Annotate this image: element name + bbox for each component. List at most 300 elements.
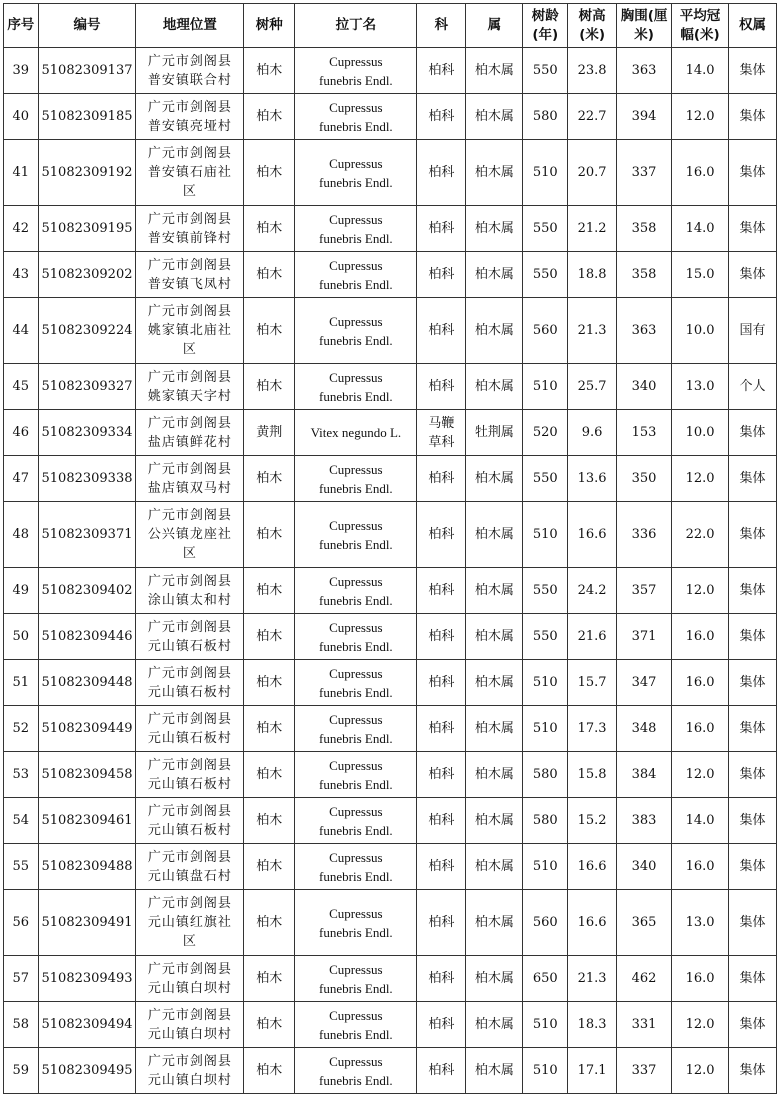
table-row xyxy=(4,798,777,844)
cell-genus-text: 柏木属 xyxy=(474,221,514,236)
cell-ownership xyxy=(729,48,777,94)
cell-height xyxy=(568,1048,617,1094)
cell-species xyxy=(244,1002,295,1048)
table-row xyxy=(4,410,777,456)
cell-height-text: 25.7 xyxy=(577,379,607,394)
table-row xyxy=(4,568,777,614)
cell-height xyxy=(568,614,617,660)
cell-family xyxy=(417,752,466,798)
cell-family-text: 柏科 xyxy=(428,109,455,124)
cell-age xyxy=(523,890,568,956)
cell-family-text: 柏科 xyxy=(428,267,455,282)
cell-latin-text: funebris Endl. xyxy=(319,72,393,88)
cell-no xyxy=(4,410,39,456)
cell-ownership-text: 集体 xyxy=(739,1017,766,1032)
cell-location-text: 广元市剑阁县 xyxy=(147,711,232,727)
cell-no-text: 52 xyxy=(12,721,30,736)
cell-ownership xyxy=(729,364,777,410)
cell-height xyxy=(568,48,617,94)
cell-girth-text: 347 xyxy=(631,675,657,690)
cell-age xyxy=(523,614,568,660)
cell-genus-text: 柏木属 xyxy=(474,813,514,828)
cell-height xyxy=(568,890,617,956)
cell-ownership-text: 集体 xyxy=(739,109,766,124)
cell-location-text: 广元市剑阁县 xyxy=(147,146,232,161)
cell-latin xyxy=(295,752,417,798)
cell-no-text: 40 xyxy=(12,109,30,124)
cell-no-text: 48 xyxy=(12,527,30,542)
cell-age-text: 510 xyxy=(532,379,558,394)
cell-location xyxy=(136,94,244,140)
cell-height-text: 18.8 xyxy=(577,267,607,282)
cell-location-text: 普安镇联合村 xyxy=(147,72,232,88)
cell-code xyxy=(38,298,136,364)
cell-species-text: 柏木 xyxy=(256,1063,283,1078)
cell-location-text: 区 xyxy=(182,342,197,357)
cell-girth xyxy=(617,706,672,752)
cell-ownership xyxy=(729,1002,777,1048)
cell-latin-text: funebris Endl. xyxy=(319,388,393,404)
cell-location-text: 元山镇白坝村 xyxy=(147,1026,232,1042)
cell-location-text: 元山镇石板村 xyxy=(147,822,232,838)
cell-no-text: 50 xyxy=(12,629,30,644)
cell-height xyxy=(568,252,617,298)
cell-age-text: 520 xyxy=(532,425,558,440)
cell-code-text: 51082309448 xyxy=(41,675,133,690)
cell-code-text: 51082309327 xyxy=(41,379,133,394)
cell-ownership xyxy=(729,568,777,614)
cell-crown-text: 12.0 xyxy=(685,1017,715,1032)
cell-location xyxy=(136,890,244,956)
cell-ownership xyxy=(729,956,777,1002)
cell-species xyxy=(244,1048,295,1094)
cell-height xyxy=(568,94,617,140)
cell-species-text: 黄荆 xyxy=(256,425,283,440)
cell-girth-text: 383 xyxy=(631,813,657,828)
cell-location-text: 广元市剑阁县 xyxy=(147,619,232,635)
cell-latin-text: funebris Endl. xyxy=(319,684,393,700)
cell-girth-text: 340 xyxy=(631,379,657,394)
cell-location-text: 元山镇石板村 xyxy=(147,776,232,792)
cell-girth-text: 358 xyxy=(631,221,657,236)
cell-location-text: 盐店镇鲜花村 xyxy=(147,434,232,450)
cell-latin-text: Cupressus xyxy=(329,99,383,115)
cell-no-text: 43 xyxy=(12,267,30,282)
cell-ownership-text: 集体 xyxy=(739,165,766,180)
cell-species xyxy=(244,752,295,798)
cell-genus-text: 柏木属 xyxy=(474,721,514,736)
table-row xyxy=(4,1002,777,1048)
cell-location-text: 普安镇亮垭村 xyxy=(147,118,232,134)
cell-location xyxy=(136,252,244,298)
cell-location-text: 广元市剑阁县 xyxy=(147,803,232,819)
header-latin: 拉丁名 xyxy=(295,4,417,48)
cell-no xyxy=(4,298,39,364)
cell-crown xyxy=(672,456,729,502)
cell-location-text: 广元市剑阁县 xyxy=(147,757,232,773)
cell-code xyxy=(38,956,136,1002)
cell-code xyxy=(38,252,136,298)
cell-latin-text: Cupressus xyxy=(329,1053,383,1069)
cell-species xyxy=(244,456,295,502)
cell-no-text: 39 xyxy=(12,63,30,78)
cell-code xyxy=(38,706,136,752)
cell-age xyxy=(523,364,568,410)
cell-location xyxy=(136,844,244,890)
cell-species-text: 柏木 xyxy=(256,675,283,690)
cell-girth-text: 462 xyxy=(631,971,657,986)
cell-no xyxy=(4,956,39,1002)
cell-location xyxy=(136,798,244,844)
cell-family xyxy=(417,364,466,410)
cell-location-text: 普安镇飞凤村 xyxy=(147,276,232,292)
cell-code-text: 51082309461 xyxy=(41,813,133,828)
cell-age-text: 550 xyxy=(532,221,558,236)
cell-location-text: 元山镇红旗社 xyxy=(147,915,232,930)
cell-crown-text: 14.0 xyxy=(685,63,715,78)
cell-latin-text: Cupressus xyxy=(329,1007,383,1023)
cell-latin-text: Cupressus xyxy=(329,517,383,533)
cell-latin xyxy=(295,956,417,1002)
cell-latin-text: funebris Endl. xyxy=(319,230,393,246)
cell-girth-text: 153 xyxy=(631,425,657,440)
cell-no-text: 47 xyxy=(12,471,30,486)
cell-age xyxy=(523,456,568,502)
cell-genus-text: 柏木属 xyxy=(474,1063,514,1078)
cell-location-text: 区 xyxy=(182,184,197,199)
cell-ownership-text: 国有 xyxy=(739,323,766,338)
cell-genus-text: 柏木属 xyxy=(474,915,514,930)
cell-age-text: 560 xyxy=(532,915,558,930)
cell-age-text: 550 xyxy=(532,583,558,598)
cell-no xyxy=(4,660,39,706)
cell-location xyxy=(136,752,244,798)
cell-location-text: 姚家镇天字村 xyxy=(147,388,232,404)
cell-age-text: 550 xyxy=(532,267,558,282)
cell-crown-text: 12.0 xyxy=(685,109,715,124)
cell-ownership-text: 集体 xyxy=(739,1063,766,1078)
cell-crown-text: 13.0 xyxy=(685,915,715,930)
cell-age xyxy=(523,48,568,94)
cell-height xyxy=(568,956,617,1002)
cell-latin-text: funebris Endl. xyxy=(319,1026,393,1042)
cell-crown-text: 16.0 xyxy=(685,165,715,180)
cell-species-text: 柏木 xyxy=(256,221,283,236)
table-row xyxy=(4,298,777,364)
cell-family xyxy=(417,456,466,502)
cell-age xyxy=(523,568,568,614)
cell-girth-text: 337 xyxy=(631,1063,657,1078)
cell-genus xyxy=(466,298,523,364)
cell-crown xyxy=(672,206,729,252)
cell-code-text: 51082309334 xyxy=(41,425,133,440)
cell-crown-text: 16.0 xyxy=(685,675,715,690)
cell-latin-text: Cupressus xyxy=(329,803,383,819)
cell-code-text: 51082309446 xyxy=(41,629,133,644)
cell-latin-text: Cupressus xyxy=(329,461,383,477)
cell-location-text: 广元市剑阁县 xyxy=(147,1007,232,1023)
cell-code-text: 51082309202 xyxy=(41,267,133,282)
header-no: 序号 xyxy=(4,4,39,48)
cell-crown-text: 16.0 xyxy=(685,971,715,986)
cell-genus-text: 柏木属 xyxy=(474,63,514,78)
cell-girth xyxy=(617,364,672,410)
cell-height xyxy=(568,298,617,364)
cell-height-text: 15.8 xyxy=(577,767,607,782)
cell-no xyxy=(4,798,39,844)
cell-code xyxy=(38,890,136,956)
cell-location-text: 广元市剑阁县 xyxy=(147,304,232,319)
cell-code xyxy=(38,140,136,206)
table-body xyxy=(4,48,777,1094)
cell-age xyxy=(523,252,568,298)
cell-species-text: 柏木 xyxy=(256,109,283,124)
cell-genus-text: 柏木属 xyxy=(474,1017,514,1032)
cell-species-text: 柏木 xyxy=(256,165,283,180)
cell-genus-text: 柏木属 xyxy=(474,267,514,282)
cell-no xyxy=(4,140,39,206)
cell-girth xyxy=(617,206,672,252)
header-ownership: 权属 xyxy=(729,4,777,48)
cell-crown xyxy=(672,1048,729,1094)
cell-family-text: 柏科 xyxy=(428,323,455,338)
cell-location-text: 广元市剑阁县 xyxy=(147,665,232,681)
cell-height xyxy=(568,206,617,252)
cell-genus xyxy=(466,706,523,752)
cell-family xyxy=(417,844,466,890)
cell-genus xyxy=(466,94,523,140)
cell-species xyxy=(244,140,295,206)
cell-location-text: 广元市剑阁县 xyxy=(147,896,232,911)
cell-code-text: 51082309402 xyxy=(41,583,133,598)
cell-crown-text: 16.0 xyxy=(685,859,715,874)
cell-code xyxy=(38,410,136,456)
cell-genus xyxy=(466,568,523,614)
cell-girth-text: 358 xyxy=(631,267,657,282)
cell-location xyxy=(136,410,244,456)
cell-species-text: 柏木 xyxy=(256,267,283,282)
table-row xyxy=(4,252,777,298)
cell-ownership-text: 集体 xyxy=(739,471,766,486)
cell-species xyxy=(244,706,295,752)
cell-location-text: 区 xyxy=(182,934,197,949)
cell-family xyxy=(417,1048,466,1094)
cell-age-text: 510 xyxy=(532,675,558,690)
cell-location-text: 广元市剑阁县 xyxy=(147,211,232,227)
cell-location-text: 广元市剑阁县 xyxy=(147,961,232,977)
cell-no-text: 54 xyxy=(12,813,30,828)
cell-crown-text: 12.0 xyxy=(685,1063,715,1078)
cell-genus-text: 柏木属 xyxy=(474,165,514,180)
cell-age xyxy=(523,1002,568,1048)
cell-location-text: 普安镇石庙社 xyxy=(147,165,232,180)
cell-family-text: 柏科 xyxy=(428,675,455,690)
cell-no xyxy=(4,252,39,298)
cell-location-text: 广元市剑阁县 xyxy=(147,369,232,385)
cell-latin xyxy=(295,1002,417,1048)
cell-crown-text: 14.0 xyxy=(685,813,715,828)
cell-crown-text: 12.0 xyxy=(685,471,715,486)
cell-crown xyxy=(672,140,729,206)
cell-no-text: 49 xyxy=(12,583,30,598)
cell-location xyxy=(136,614,244,660)
cell-family-text: 柏科 xyxy=(428,527,455,542)
table-row xyxy=(4,1048,777,1094)
cell-latin-text: Cupressus xyxy=(329,757,383,773)
cell-girth-text: 331 xyxy=(631,1017,657,1032)
cell-no xyxy=(4,890,39,956)
cell-age-text: 510 xyxy=(532,527,558,542)
cell-girth-text: 337 xyxy=(631,165,657,180)
cell-species-text: 柏木 xyxy=(256,527,283,542)
cell-latin-text: funebris Endl. xyxy=(319,536,393,552)
cell-no xyxy=(4,1048,39,1094)
cell-latin-text: Cupressus xyxy=(329,619,383,635)
cell-age-text: 560 xyxy=(532,323,558,338)
cell-latin-text: funebris Endl. xyxy=(319,118,393,134)
cell-crown-text: 22.0 xyxy=(685,527,715,542)
cell-family-text: 柏科 xyxy=(428,379,455,394)
cell-location-text: 广元市剑阁县 xyxy=(147,849,232,865)
cell-ownership xyxy=(729,614,777,660)
cell-genus xyxy=(466,844,523,890)
cell-genus xyxy=(466,752,523,798)
cell-no-text: 56 xyxy=(12,915,30,930)
cell-code-text: 51082309185 xyxy=(41,109,133,124)
cell-species-text: 柏木 xyxy=(256,323,283,338)
cell-location xyxy=(136,48,244,94)
cell-family-text: 柏科 xyxy=(428,221,455,236)
cell-code-text: 51082309458 xyxy=(41,767,133,782)
cell-girth xyxy=(617,890,672,956)
cell-girth xyxy=(617,844,672,890)
cell-latin xyxy=(295,660,417,706)
cell-no-text: 53 xyxy=(12,767,30,782)
cell-location-text: 元山镇石板村 xyxy=(147,684,232,700)
cell-ownership xyxy=(729,890,777,956)
cell-code-text: 51082309491 xyxy=(41,915,133,930)
cell-girth xyxy=(617,1002,672,1048)
cell-latin-text: Cupressus xyxy=(329,257,383,273)
cell-crown-text: 12.0 xyxy=(685,583,715,598)
cell-species-text: 柏木 xyxy=(256,379,283,394)
cell-code xyxy=(38,94,136,140)
cell-crown xyxy=(672,752,729,798)
cell-crown xyxy=(672,364,729,410)
cell-family xyxy=(417,614,466,660)
cell-height xyxy=(568,706,617,752)
cell-family xyxy=(417,252,466,298)
cell-location-text: 普安镇前锋村 xyxy=(147,230,232,246)
cell-location-text: 广元市剑阁县 xyxy=(147,508,232,523)
cell-latin xyxy=(295,410,417,456)
cell-ownership xyxy=(729,206,777,252)
cell-no xyxy=(4,206,39,252)
cell-crown xyxy=(672,706,729,752)
cell-girth-text: 348 xyxy=(631,721,657,736)
cell-latin xyxy=(295,364,417,410)
cell-girth xyxy=(617,410,672,456)
cell-girth xyxy=(617,1048,672,1094)
cell-species xyxy=(244,890,295,956)
cell-age-text: 550 xyxy=(532,629,558,644)
cell-girth xyxy=(617,48,672,94)
cell-latin-text: funebris Endl. xyxy=(319,776,393,792)
cell-height-text: 21.6 xyxy=(577,629,607,644)
cell-ownership-text: 集体 xyxy=(739,583,766,598)
table-row xyxy=(4,614,777,660)
header-crown: 平均冠幅(米) xyxy=(672,4,729,48)
cell-location-text: 涂山镇太和村 xyxy=(147,592,232,608)
cell-latin-text: Cupressus xyxy=(329,849,383,865)
cell-latin-text: funebris Endl. xyxy=(319,924,393,940)
cell-latin-text: funebris Endl. xyxy=(319,868,393,884)
cell-crown xyxy=(672,956,729,1002)
cell-location-text: 元山镇石板村 xyxy=(147,730,232,746)
cell-family-text: 柏科 xyxy=(428,63,455,78)
cell-genus xyxy=(466,48,523,94)
cell-crown-text: 16.0 xyxy=(685,721,715,736)
cell-height xyxy=(568,364,617,410)
cell-latin-text: funebris Endl. xyxy=(319,276,393,292)
cell-crown-text: 13.0 xyxy=(685,379,715,394)
cell-height-text: 15.2 xyxy=(577,813,607,828)
cell-age-text: 550 xyxy=(532,471,558,486)
cell-girth xyxy=(617,252,672,298)
cell-code xyxy=(38,48,136,94)
cell-latin-text: funebris Endl. xyxy=(319,638,393,654)
table-row xyxy=(4,844,777,890)
cell-height xyxy=(568,798,617,844)
cell-no xyxy=(4,456,39,502)
cell-no-text: 59 xyxy=(12,1063,30,1078)
cell-genus-text: 柏木属 xyxy=(474,675,514,690)
cell-ownership-text: 集体 xyxy=(739,527,766,542)
cell-species xyxy=(244,94,295,140)
cell-genus-text: 柏木属 xyxy=(474,629,514,644)
cell-latin-text: funebris Endl. xyxy=(319,980,393,996)
cell-location xyxy=(136,298,244,364)
cell-genus-text: 柏木属 xyxy=(474,471,514,486)
cell-girth-text: 363 xyxy=(631,323,657,338)
cell-no xyxy=(4,752,39,798)
cell-no xyxy=(4,614,39,660)
cell-location-text: 广元市剑阁县 xyxy=(147,257,232,273)
cell-location xyxy=(136,502,244,568)
cell-ownership xyxy=(729,456,777,502)
cell-location xyxy=(136,1002,244,1048)
cell-age-text: 510 xyxy=(532,1063,558,1078)
cell-latin-text: Cupressus xyxy=(329,573,383,589)
cell-height-text: 16.6 xyxy=(577,859,607,874)
cell-crown-text: 10.0 xyxy=(685,323,715,338)
cell-code xyxy=(38,456,136,502)
cell-family-text: 柏科 xyxy=(428,583,455,598)
header-code: 编号 xyxy=(38,4,136,48)
cell-latin-text: Cupressus xyxy=(329,53,383,69)
cell-age xyxy=(523,298,568,364)
cell-latin-text: Cupressus xyxy=(329,961,383,977)
cell-ownership-text: 集体 xyxy=(739,813,766,828)
cell-latin-text: Cupressus xyxy=(329,711,383,727)
table-row xyxy=(4,48,777,94)
cell-no xyxy=(4,706,39,752)
cell-genus-text: 柏木属 xyxy=(474,971,514,986)
cell-genus xyxy=(466,140,523,206)
cell-girth-text: 340 xyxy=(631,859,657,874)
cell-species xyxy=(244,798,295,844)
table-row xyxy=(4,752,777,798)
